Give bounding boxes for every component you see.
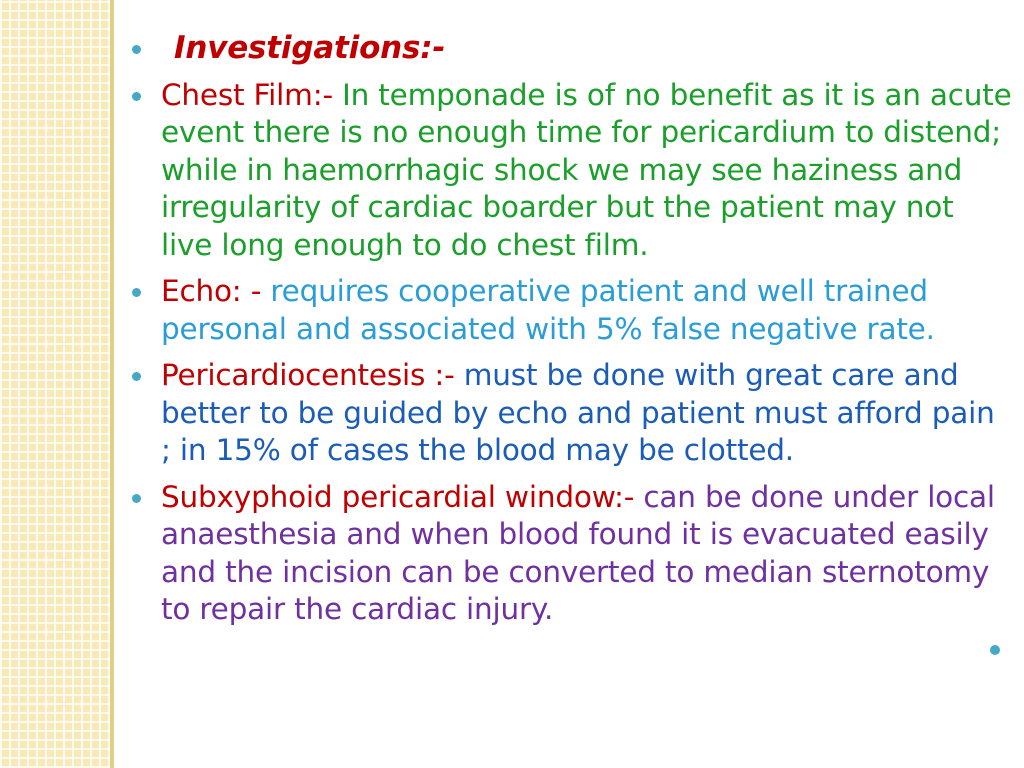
- bullet-echo: [128, 273, 1013, 348]
- decorative-side-band: [0, 0, 110, 768]
- bullet-lead: Echo: -: [161, 274, 262, 308]
- bullet-lead: Subxyphoid pericardial window:-: [161, 479, 635, 514]
- bullet-dot-icon: [132, 372, 141, 381]
- bullet-chest-film: [128, 77, 1013, 265]
- bullet-dot-icon: [132, 494, 141, 503]
- bullet-lead: Pericardiocentesis :-: [161, 358, 455, 392]
- bullet-body: In temponade is of no benefit as it is an acute event there is no enough time for pericardium to distend; while in haemorrhagic shock we may see haziness and irregularity of cardiac boarder but the patient may not live long enough to do chest film.: [161, 77, 1012, 262]
- side-band-edge: [110, 0, 114, 768]
- bullet-body: can be done under local anaesthesia and when blood found it is evacuated easily and the incision can be converted to median sternotomy to repair the cardiac injury.: [161, 479, 995, 626]
- title-bullet: [128, 30, 1013, 68]
- bullet-body: requires cooperative patient and well trained personal and associated with 5% false negative rate.: [161, 274, 935, 346]
- bullet-pericardiocentesis: [128, 357, 1013, 470]
- empty-bullet-dot-icon: [990, 645, 1000, 655]
- slide-content: [128, 30, 1013, 629]
- bullet-dot-icon: [132, 92, 141, 101]
- bullet-dot-icon: [132, 45, 141, 54]
- bullet-subxyphoid-window: [128, 479, 1013, 629]
- slide-title: Investigations:-: [174, 30, 446, 66]
- bullet-dot-icon: [132, 288, 141, 297]
- bullet-lead: Chest Film:-: [161, 77, 333, 112]
- bullet-body: must be done with great care and better to be guided by echo and patient must afford pain ; in 15% of cases the blood may be clotted.: [161, 358, 995, 467]
